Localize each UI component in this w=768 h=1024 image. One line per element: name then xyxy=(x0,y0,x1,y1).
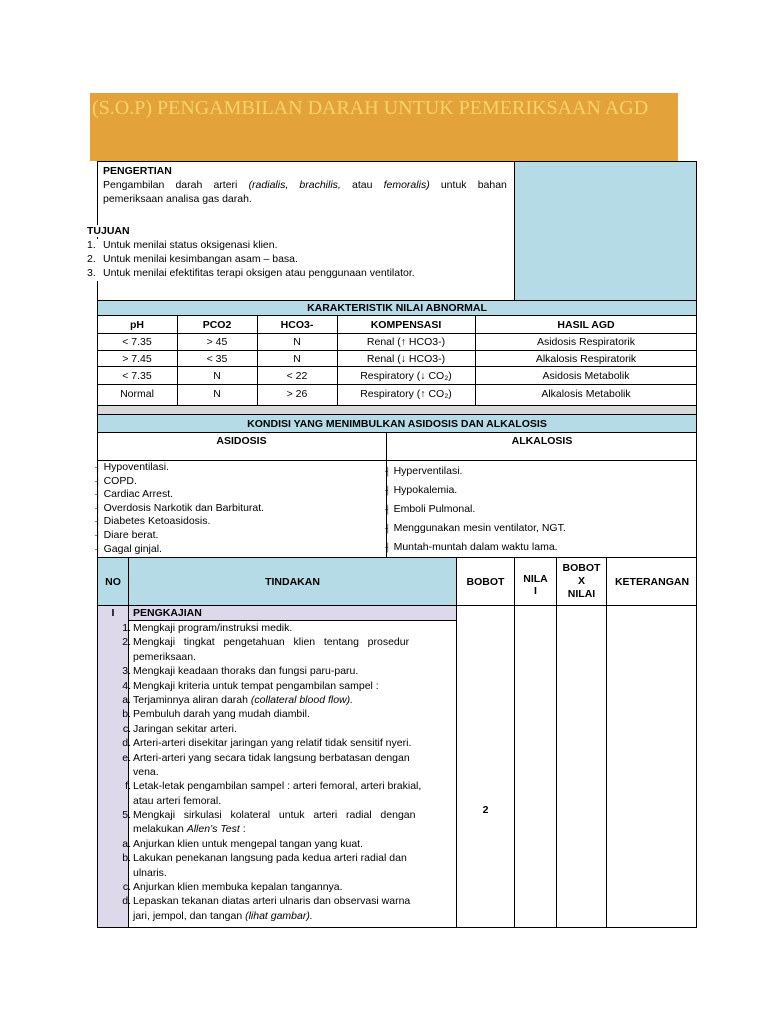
tindakan-item: ulnaris. xyxy=(133,866,167,879)
tujuan-num: 2. xyxy=(87,253,96,265)
tindakan-item: e. Arteri-arteri yang secara tidak langsung berbatasan dengan xyxy=(122,751,410,764)
pengertian-image-placeholder xyxy=(514,162,696,300)
section-number: I xyxy=(111,607,115,619)
abnormal-cell: Asidosis Respiratorik xyxy=(536,336,636,348)
abnormal-cell: Respiratory (↓ CO₂) xyxy=(360,369,452,382)
alkalosis-item: ┤ Menggunakan mesin ventilator, NGT. xyxy=(385,522,566,534)
abnormal-col-pco2: PCO2 xyxy=(202,318,232,331)
pengertian-word: Pengambilan xyxy=(103,179,165,191)
tindakan-item: a. Anjurkan klien untuk mengepal tangan yang kuat. xyxy=(122,837,363,850)
asidosis-item: ┤ COPD. xyxy=(95,474,137,487)
tujuan-num: 1. xyxy=(87,239,96,251)
tindakan-item: c. Jaringan sekitar arteri. xyxy=(122,722,237,735)
abnormal-cell: Respiratory (↑ CO₂) xyxy=(360,387,452,400)
asidosis-item: ┤ Overdosis Narkotik dan Barbiturat. xyxy=(95,501,265,514)
kondisi-heading: KONDISI YANG MENIMBULKAN ASIDOSIS DAN ALKALOSIS xyxy=(97,414,697,433)
tujuan-heading: TUJUAN xyxy=(87,225,130,237)
alkalosis-heading: ALKALOSIS xyxy=(511,435,573,447)
tindakan-item: pemeriksaan. xyxy=(133,650,197,663)
asidosis-item: ┤ Diare berat. xyxy=(95,528,159,541)
abnormal-col-hco3: HCO3- xyxy=(280,318,314,331)
pengertian-word: femoralis) xyxy=(383,179,430,191)
tindakan-item: vena. xyxy=(133,765,159,778)
col-bxn-line: NILAI xyxy=(567,588,596,600)
tindakan-item: 4. Mengkaji kriteria untuk tempat pengambilan sampel : xyxy=(122,679,379,692)
pengertian-line-1 xyxy=(103,179,507,193)
abnormal-cell: Alkalosis Respiratorik xyxy=(535,352,637,365)
abnormal-col-kompensasi: KOMPENSASI xyxy=(370,318,442,331)
col-nilai-line: I xyxy=(534,584,537,597)
abnormal-cell: > 26 xyxy=(286,387,308,400)
tindakan-item: a. Terjaminnya aliran darah (collateral blood flow). xyxy=(122,693,354,706)
tindakan-item: 3. Mengkaji keadaan thoraks dan fungsi paru-paru. xyxy=(122,665,359,678)
tindakan-item: 2. Mengkaji tingkat pengetahuan klien tentang prosedur xyxy=(122,636,410,649)
tujuan-text: Untuk menilai status oksigenasi klien. xyxy=(103,239,278,251)
alkalosis-item: ┤ Muntah-muntah dalam waktu lama. xyxy=(385,541,558,553)
tujuan-item xyxy=(87,253,298,267)
pengertian-word: darah xyxy=(175,179,203,191)
tindakan-item: b. Pembuluh darah yang mudah diambil. xyxy=(122,708,310,721)
pengertian-word: atau xyxy=(352,179,373,191)
asidosis-item: ┤ Diabetes Ketoasidosis. xyxy=(95,515,211,528)
pengertian-word: untuk xyxy=(440,179,467,191)
pengertian-word: arteri xyxy=(213,179,238,191)
asidosis-item: ┤ Hypoventilasi. xyxy=(95,461,169,473)
pengertian-line-2: pemeriksaan analisa gas darah. xyxy=(103,193,252,205)
tujuan-item xyxy=(87,267,415,281)
col-bxn-line: X xyxy=(577,575,585,587)
col-bobot-x-nilai xyxy=(557,558,606,605)
asidosis-item: ┤ Gagal ginjal. xyxy=(95,542,162,555)
abnormal-cell: Renal (↓ HCO3-) xyxy=(366,352,446,365)
section-label: PENGKAJIAN xyxy=(133,607,202,619)
abnormal-cell: N xyxy=(293,336,301,348)
asidosis-heading: ASIDOSIS xyxy=(216,435,267,447)
abnormal-cell: N xyxy=(293,352,301,365)
abnormal-cell: < 7.35 xyxy=(122,369,152,382)
abnormal-cell: N xyxy=(213,387,221,400)
abnormal-cell: > 7.45 xyxy=(122,352,152,365)
tindakan-item: c. Anjurkan klien membuka kepalan tangannya. xyxy=(122,881,343,894)
col-no: NO xyxy=(105,575,121,588)
asidosis-list xyxy=(95,461,385,556)
tindakan-item: atau arteri femoral. xyxy=(133,794,222,807)
tindakan-item: d. Arteri-arteri disekitar jaringan yang relatif tidak sensitif nyeri. xyxy=(122,737,412,750)
abnormal-col-hasil: HASIL AGD xyxy=(557,318,615,331)
alkalosis-item: ┤ Hyperventilasi. xyxy=(385,465,463,477)
abnormal-col-ph: pH xyxy=(130,318,144,331)
asidosis-item: ┤ Cardiac Arrest. xyxy=(95,488,174,501)
tindakan-item: d. Lepaskan tekanan diatas arteri ulnaris dan observasi warna xyxy=(122,895,411,908)
abnormal-cell: Alkalosis Metabolik xyxy=(541,387,631,400)
alkalosis-list xyxy=(385,465,695,560)
alkalosis-item: ┤ Hypokalemia. xyxy=(385,484,458,496)
col-keterangan: KETERANGAN xyxy=(614,575,690,588)
tujuan-item xyxy=(87,239,278,253)
col-nilai-line: NILA xyxy=(523,572,548,585)
tindakan-item: melakukan Allen’s Test : xyxy=(133,823,246,836)
abnormal-cell: Normal xyxy=(120,387,154,400)
tindakan-item: 5. Mengkaji sirkulasi kolateral untuk arteri radial dengan xyxy=(122,809,416,822)
abnormal-cell: < 35 xyxy=(206,352,228,365)
abnormal-cell: Asidosis Metabolik xyxy=(542,369,630,382)
pengertian-heading: PENGERTIAN xyxy=(103,165,172,177)
pengertian-word: (radialis, xyxy=(248,179,289,191)
alkalosis-item: ┤ Emboli Pulmonal. xyxy=(385,503,476,515)
bobot-value: 2 xyxy=(482,804,489,816)
page-title: (S.O.P) PENGAMBILAN DARAH UNTUK PEMERIKSAAN AGD xyxy=(92,97,649,119)
pengertian-word: bahan xyxy=(477,179,507,191)
col-tindakan: TINDAKAN xyxy=(265,575,320,588)
pengertian-word: brachilis, xyxy=(299,179,341,191)
abnormal-cell: > 45 xyxy=(206,336,228,348)
abnormal-cell: < 7.35 xyxy=(122,336,152,348)
tindakan-item: f. Letak-letak pengambilan sampel : arteri femoral, arteri brakial, xyxy=(125,780,422,793)
abnormal-cell: < 22 xyxy=(286,369,308,382)
tujuan-num: 3. xyxy=(87,267,96,279)
tindakan-item: b. Lakukan penekanan langsung pada kedua arteri radial dan xyxy=(122,852,407,865)
tujuan-text: Untuk menilai efektifitas terapi oksigen atau penggunaan ventilator. xyxy=(103,267,415,279)
tindakan-list xyxy=(98,622,452,924)
tindakan-item: jari, jempol, dan tangan (lihat gambar). xyxy=(133,909,313,922)
col-bxn-line: BOBOT xyxy=(562,562,601,574)
abnormal-cell: Renal (↑ HCO3-) xyxy=(366,336,446,348)
tindakan-item: 1. Mengkaji program/instruksi medik. xyxy=(122,622,293,634)
abnormal-cell: N xyxy=(213,369,221,382)
col-bobot: BOBOT xyxy=(466,575,505,588)
tujuan-text: Untuk menilai kesimbangan asam – basa. xyxy=(103,253,298,265)
col-nilai xyxy=(515,558,556,605)
abnormal-heading: KARAKTERISTIK NILAI ABNORMAL xyxy=(97,300,697,316)
